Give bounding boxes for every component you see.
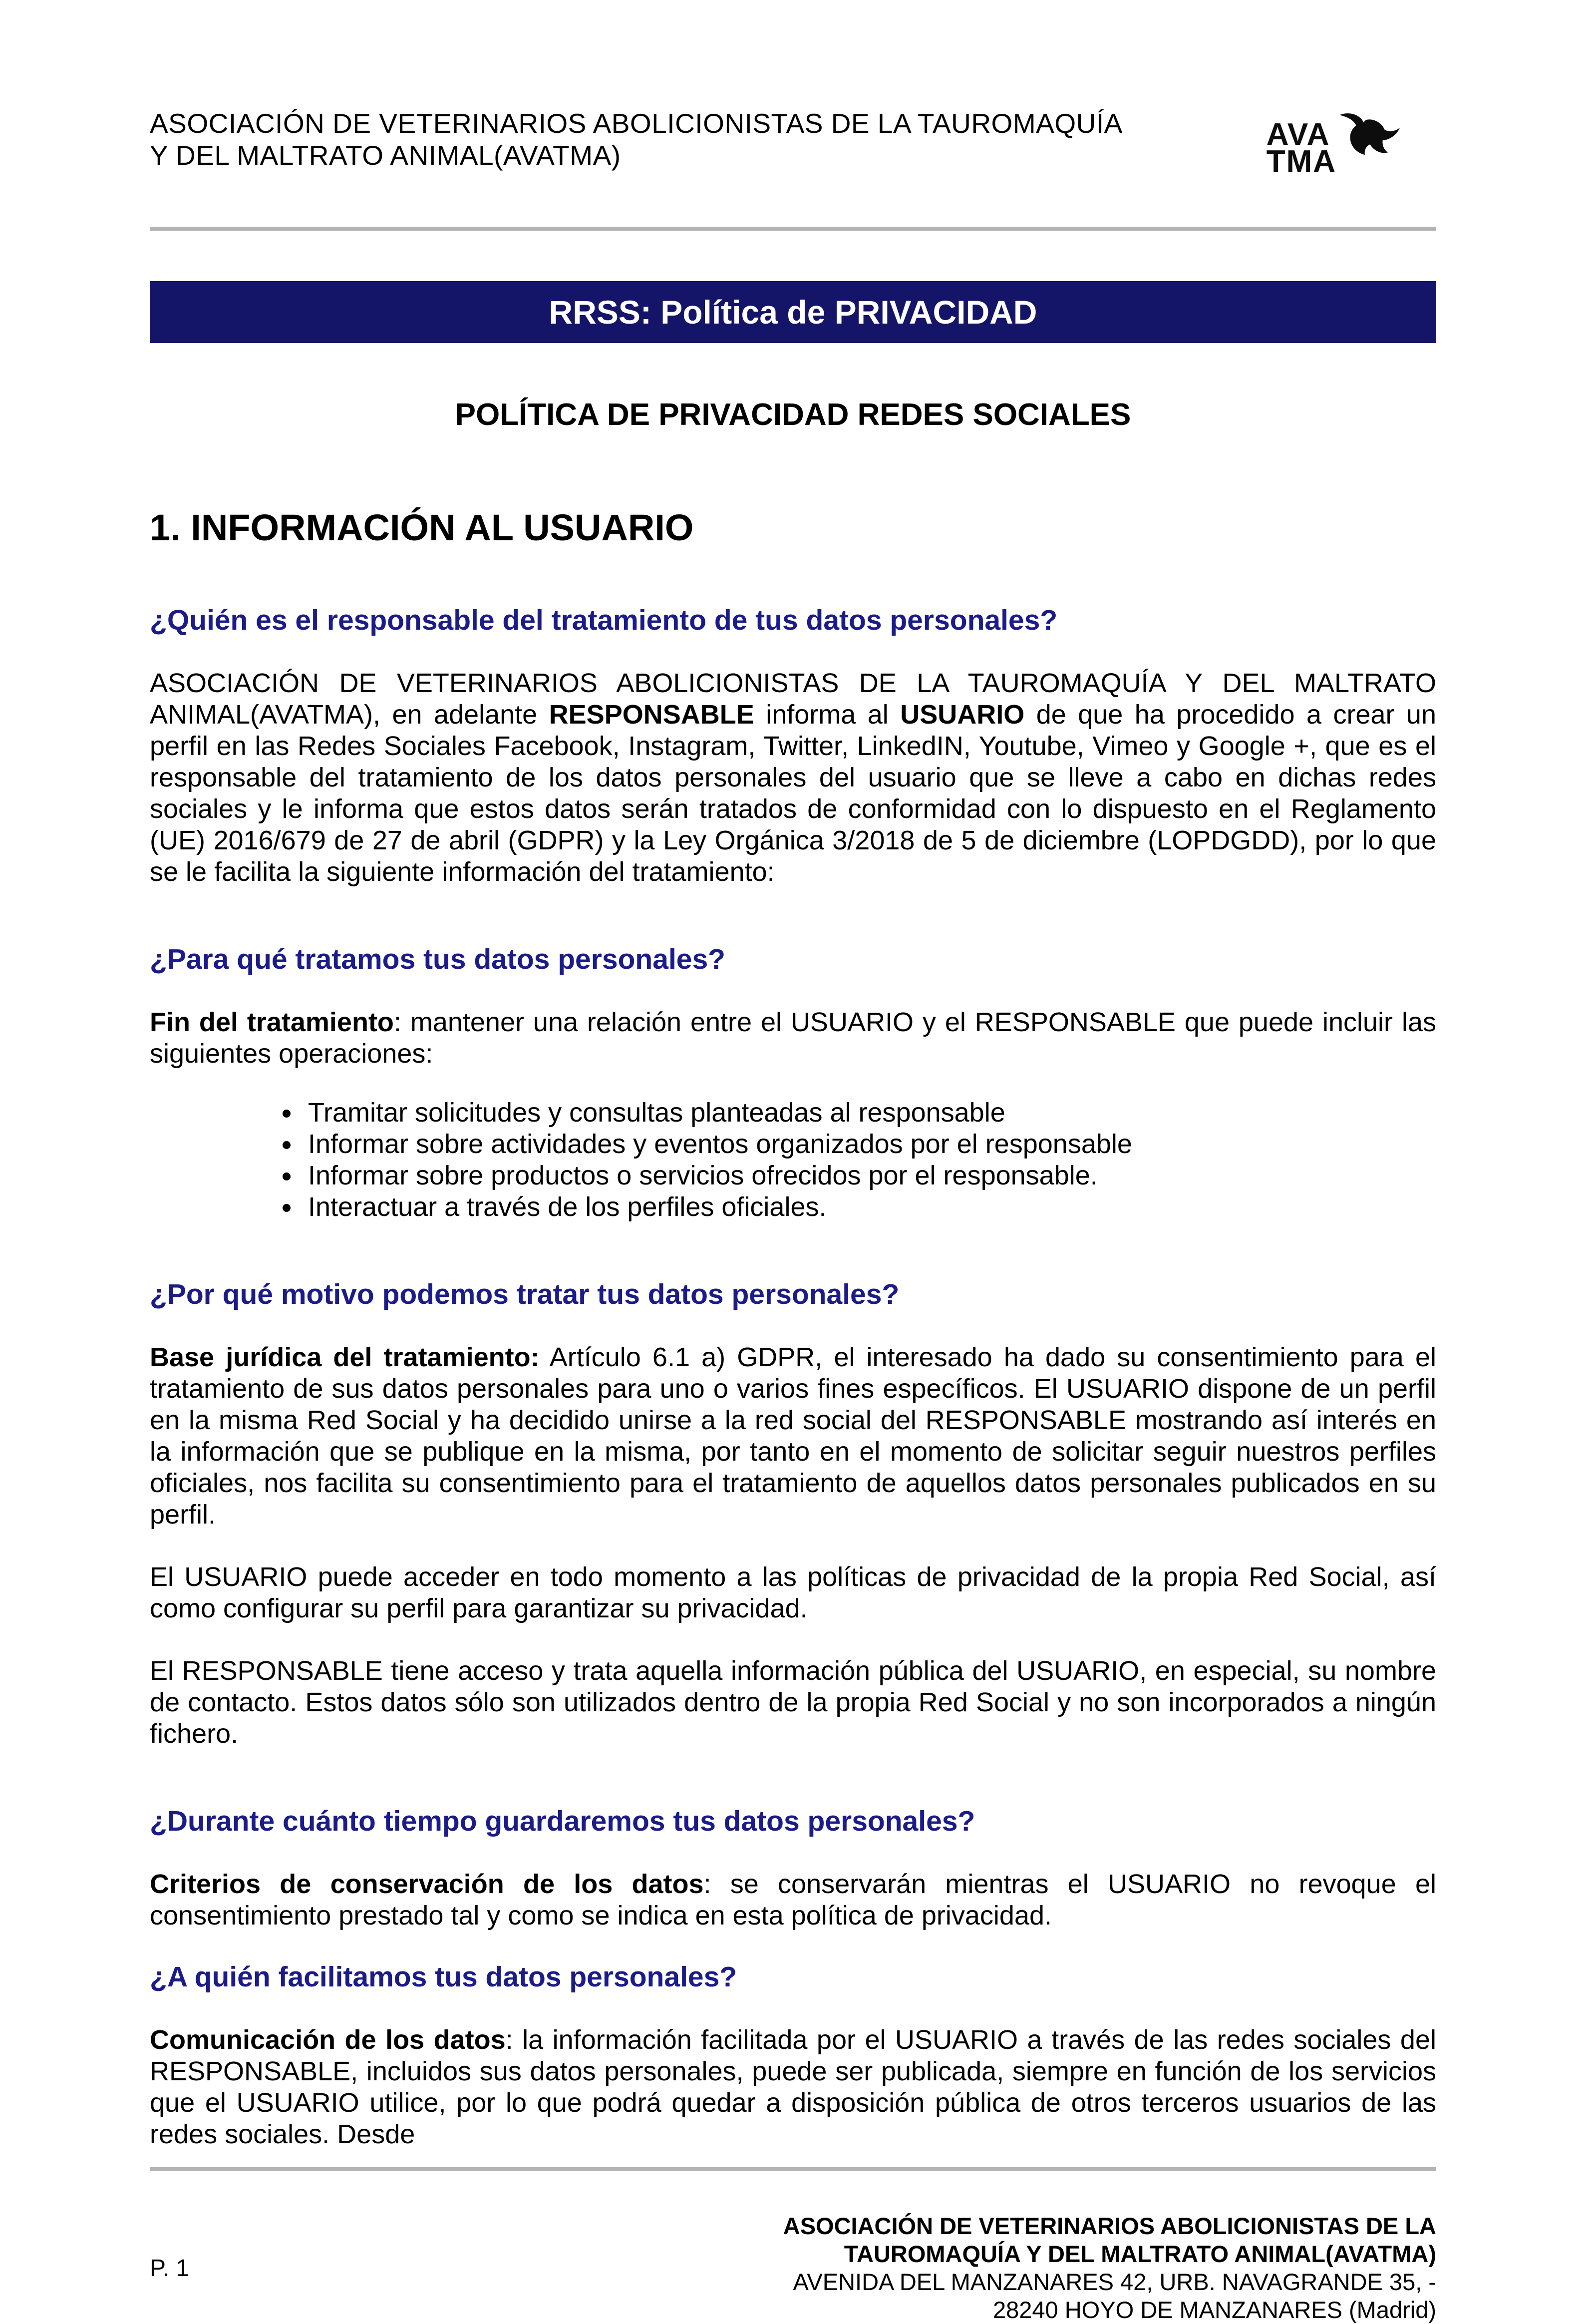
paragraph-responsable-intro: ASOCIACIÓN DE VETERINARIOS ABOLICIONISTAS DE LA TAUROMAQUÍA Y DEL MALTRATO ANIMAL(AVATMA), en adelante RESPONSABLE informa al USUARIO de que ha procedido a crear un perfil en las Redes Sociales Facebook, Instagram, Twitter, LinkedIN, Youtube, Vimeo y Google +, que es el responsable del tratamiento de los datos personales del usuario que se lleve a cabo en dichas redes sociales y le informa que estos datos serán tratados de conformidad con lo dispuesto en el Reglamento (UE) 2016/679 de 27 de abril (GDPR) y la Ley Orgánica 3/2018 de 5 de diciembre (LOPDGDD), por lo que se le facilita la siguiente información del tratamiento: (150, 668, 1436, 887)
fines-list (150, 1097, 1436, 1223)
avatma-logo (1266, 117, 1406, 179)
banner (150, 281, 1436, 343)
footer-divider (150, 2167, 1436, 2171)
logo-word-tma: TMA (1266, 144, 1336, 179)
subheading-para-que-tratamos: ¿Para qué tratamos tus datos personales? (150, 943, 725, 975)
page-number: P. 1 (150, 2255, 190, 2282)
subheading-durante-cuanto-tiempo: ¿Durante cuánto tiempo guardaremos tus datos personales? (150, 1805, 975, 1837)
header-divider (150, 227, 1436, 231)
address-line: AVENIDA DEL MANZANARES 42, URB. NAVAGRANDE 35, - (793, 2269, 1436, 2295)
list-item: • Informar sobre actividades y eventos organizados por el responsable (302, 1129, 1436, 1160)
subheading-a-quien-facilitamos: ¿A quién facilitamos tus datos personales? (150, 1961, 737, 1993)
paragraph-base-juridica: Base jurídica del tratamiento: Artículo 6.1 a) GDPR, el interesado ha dado su consentimiento para el tratamiento de sus datos personales para uno o varios fines específicos. El USUARIO dispone de un perfil en la misma Red Social y ha decidido unirse a la red social del RESPONSABLE mostrando así interés en la información que se publique en la misma, por tanto en el momento de solicitar seguir nuestros perfiles oficiales, nos facilita su consentimiento para el tratamiento de aquellos datos personales publicados en su perfil. (150, 1342, 1436, 1530)
address-line: 28240 HOYO DE MANZANARES (Madrid) (992, 2297, 1436, 2323)
subheading-quien-es-responsable: ¿Quién es el responsable del tratamiento de tus datos personales? (150, 604, 1058, 636)
list-item: • Interactuar a través de los perfiles oficiales. (302, 1191, 1436, 1223)
subheading-por-que-motivo: ¿Por qué motivo podemos tratar tus datos personales? (150, 1278, 900, 1310)
header (150, 107, 1436, 179)
bull-head-icon (1331, 110, 1406, 169)
logo-word-ava: AVA (1266, 117, 1330, 152)
paragraph-usuario-acceso: El USUARIO puede acceder en todo momento a las políticas de privacidad de la propia Red Social, así como configurar su perfil para garantizar su privacidad. (150, 1562, 1436, 1623)
paragraph-fin-del-tratamiento: Fin del tratamiento: mantener una relación entre el USUARIO y el RESPONSABLE que puede incluir las siguientes operaciones: (150, 1007, 1436, 1069)
address-line: TAUROMAQUÍA Y DEL MALTRATO ANIMAL(AVATMA) (844, 2241, 1436, 2267)
footer-address (783, 2212, 1436, 2324)
paragraph-responsable-acceso: El RESPONSABLE tiene acceso y trata aquella información pública del USUARIO, en especial, su nombre de contacto. Estos datos sólo son utilizados dentro de la propia Red Social y no son incorporados a ningún fichero. (150, 1656, 1436, 1749)
section-heading-informacion-al-usuario: 1. INFORMACIÓN AL USUARIO (150, 507, 694, 548)
list-item: • Tramitar solicitudes y consultas planteadas al responsable (302, 1097, 1436, 1129)
paragraph-criterios-conservacion: Criterios de conservación de los datos: se conservarán mientras el USUARIO no revoque el consentimiento prestado tal y como se indica en esta política de privacidad. (150, 1869, 1437, 1931)
document-title: POLÍTICA DE PRIVACIDAD REDES SOCIALES (455, 397, 1131, 432)
banner-title: RRSS: Política de PRIVACIDAD (549, 294, 1037, 331)
org-name (150, 107, 1123, 171)
address-line: ASOCIACIÓN DE VETERINARIOS ABOLICIONISTAS DE LA (783, 2213, 1436, 2239)
footer (150, 2212, 1436, 2324)
org-name-line-1: ASOCIACIÓN DE VETERINARIOS ABOLICIONISTAS DE LA TAUROMAQUÍA (150, 108, 1123, 139)
paragraph-comunicacion-datos: Comunicación de los datos: la información facilitada por el USUARIO a través de las redes sociales del RESPONSABLE, incluidos sus datos personales, puede ser publicada, siempre en función de los servicios que el USUARIO utilice, por lo que podrá quedar a disposición pública de otros terceros usuarios de las redes sociales. Desde (150, 2025, 1436, 2149)
org-name-line-2: Y DEL MALTRATO ANIMAL(AVATMA) (150, 140, 621, 171)
list-item: • Informar sobre productos o servicios ofrecidos por el responsable. (302, 1160, 1436, 1191)
logo-wordmark (1266, 117, 1336, 179)
